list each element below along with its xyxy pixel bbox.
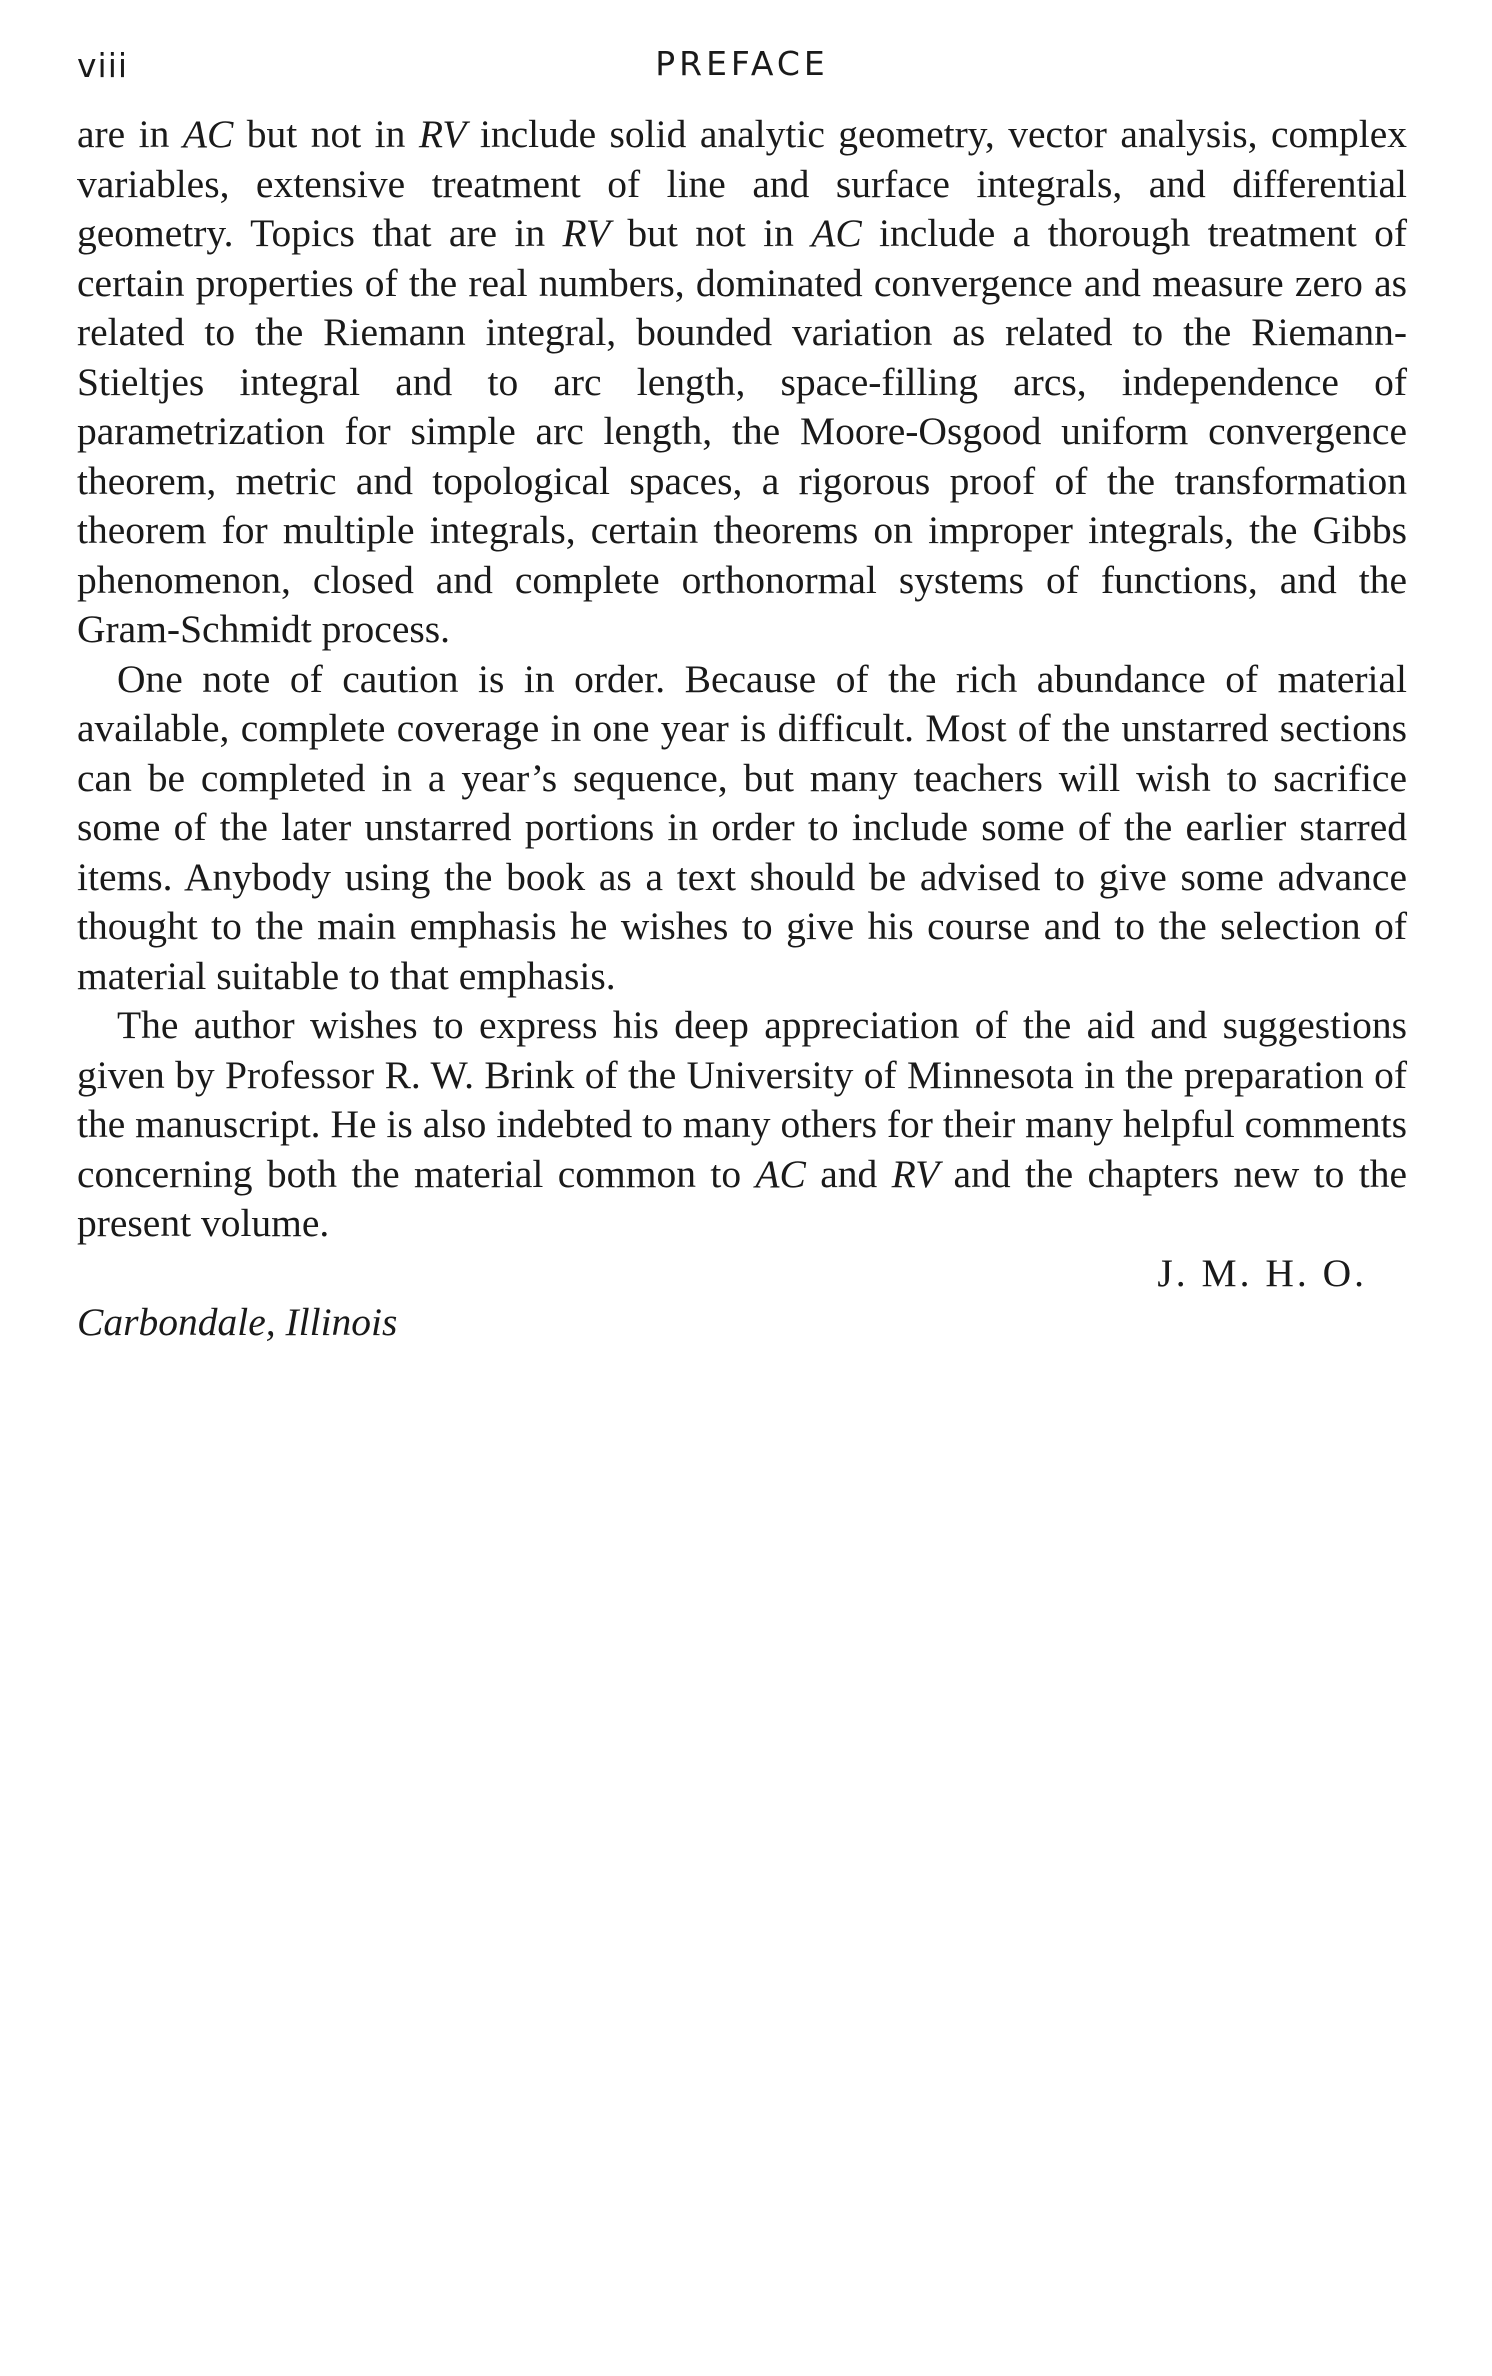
author-initials: J. M. H. O. (1157, 1250, 1367, 1295)
text-run: The author wishes to express his deep appreciation of the aid and suggestions given by Professor R. W. Brink of the University of Minnesota in the preparation of the manuscript. He is also indebted to many others for their many helpful comments concerning both the material common to (77, 1003, 1407, 1196)
text-run: and (805, 1151, 892, 1196)
italic-abbreviation: RV (562, 211, 611, 255)
paragraph-3 (77, 1001, 1407, 1249)
preface-body (77, 110, 1407, 1249)
italic-abbreviation: AC (182, 112, 234, 156)
text-run: include solid analytic geometry, vector analysis, complex variables, extensive treatment of line and surface integrals, and differential geometry. Topics that are in (77, 112, 1407, 255)
italic-abbreviation: RV (891, 1151, 940, 1196)
text-run: are in (77, 112, 183, 156)
paragraph-2 (77, 655, 1407, 1002)
text-run: but not in (610, 211, 812, 255)
page-number: viii (77, 46, 129, 85)
running-title: PREFACE (655, 44, 829, 83)
text-run: and the chapters new to the present volume. (77, 1151, 1407, 1245)
book-page (77, 40, 1407, 1348)
running-head (77, 40, 1407, 98)
place-line: Carbondale, Illinois (77, 1300, 398, 1344)
italic-abbreviation: AC (811, 211, 862, 255)
text-run: include a thorough treatment of certain properties of the real numbers, dominated convergence and measure zero as related to the Riemann integral, bounded variation as related to the Riemann-Stieltjes integral and to arc length, space-filling arcs, independence of parametrization for simple arc length, the Moore-Osgood uniform convergence theorem, metric and topological spaces, a rigorous proof of the transformation theorem for multiple integrals, certain theorems on improper integrals, the Gibbs phenomenon, closed and complete orthonormal systems of functions, and the Gram-Schmidt process. (77, 211, 1407, 651)
text-run: One note of caution is in order. Because of the rich abundance of material available, complete coverage in one year is difficult. Most of the unstarred sections can be completed in a year’s sequence, but many teachers will wish to sacrifice some of the later unstarred portions in order to include some of the earlier starred items. Anybody using the book as a text should be advised to give some advance thought to the main emphasis he wishes to give his course and to the selection of material suitable to that emphasis. (77, 656, 1407, 998)
paragraph-1 (77, 110, 1407, 655)
text-run: but not in (233, 112, 419, 156)
italic-abbreviation: RV (418, 112, 467, 156)
italic-abbreviation: AC (755, 1151, 806, 1196)
